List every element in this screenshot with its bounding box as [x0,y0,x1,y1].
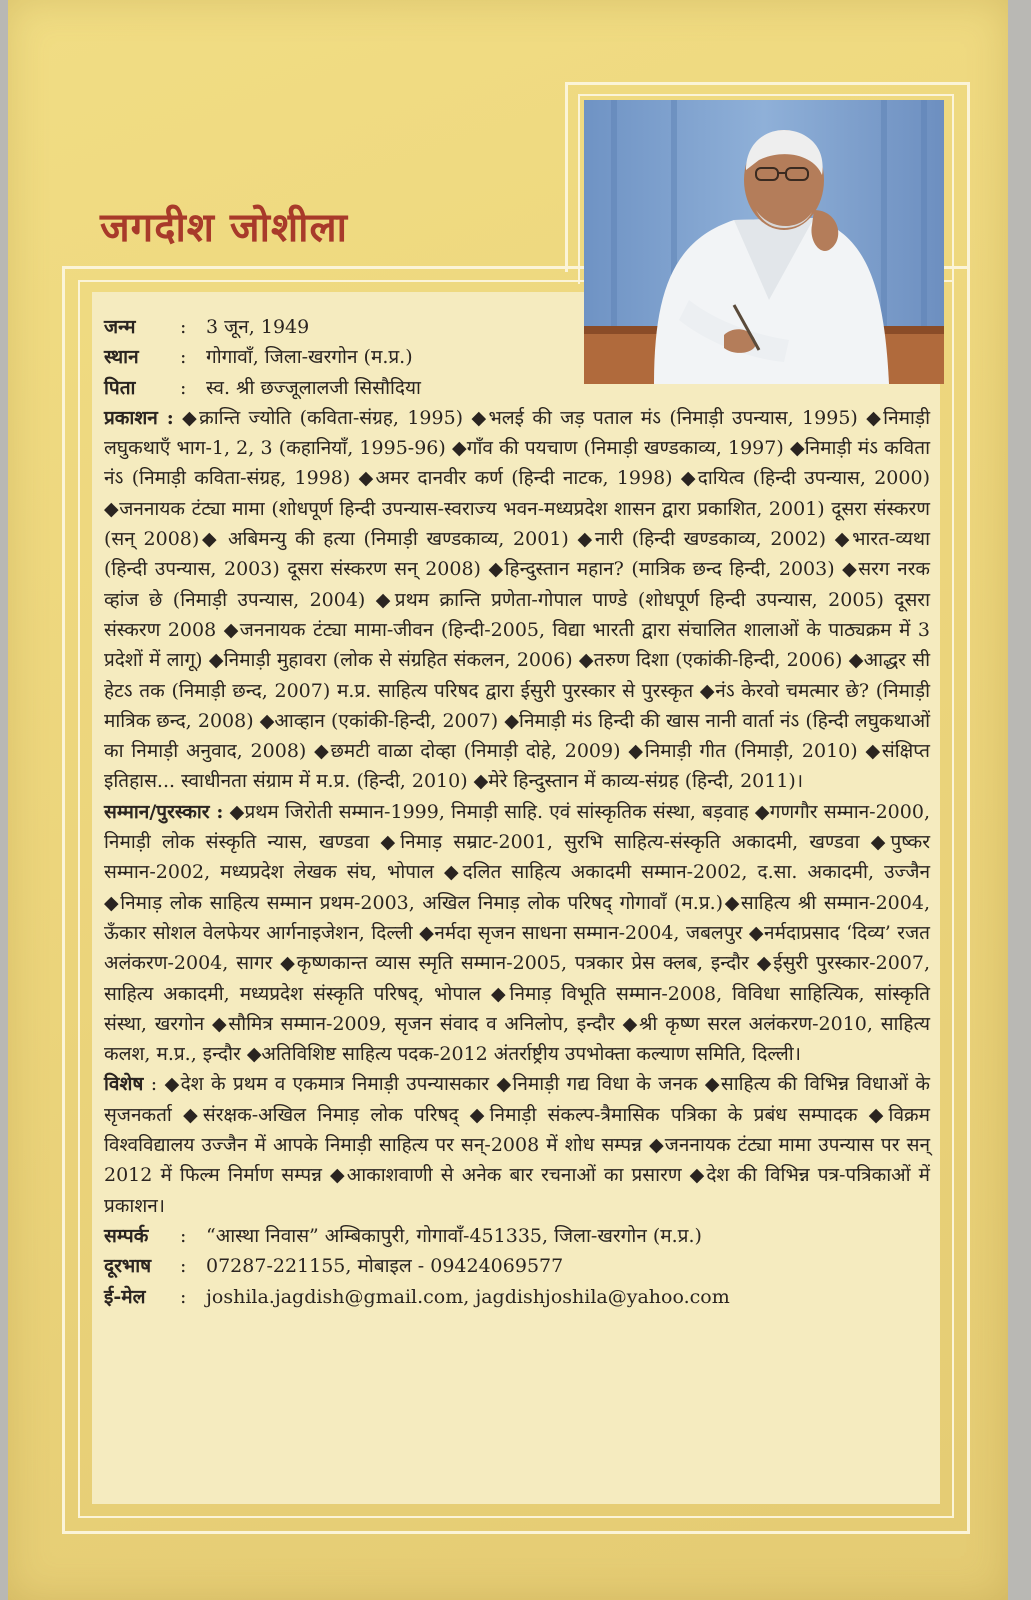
publications-section [104,403,930,797]
special-colon: : [150,1073,158,1096]
detail-colon: : [180,376,187,399]
contact-row-phone [104,1251,930,1281]
detail-label: स्थान [104,346,139,369]
contact-colon: : [180,1224,187,1247]
special-text: ◆देश के प्रथम व एकमात्र निमाड़ी उपन्यासकार ◆निमाड़ी गद्य विधा के जनक ◆साहित्य की विभिन्न विधाओं के सृजनकर्ता ◆संरक्षक-अखिल निमाड़ लोक परिषद् ◆निमाड़ी संकल्प-त्रैमासिक पत्रिका के प्रबंध सम्पादक ◆विक्रम विश्वविद्यालय उज्जैन में आपके निमाड़ी साहित्य पर सन्-2008 में शोध सम्पन्न ◆जननायक टंट्या मामा उपन्यास पर सन् 2012 में फिल्म निर्माण सम्पन्न ◆आकाशवाणी से अनेक बार रचनाओं का प्रसारण ◆देश की विभिन्न पत्र-पत्रिकाओं में प्रकाशन। [104,1073,930,1217]
awards-label: सम्मान/पुरस्कार : [104,800,224,823]
detail-row-father [104,373,930,403]
contact-row-address [104,1221,930,1251]
contact-value: “आस्था निवास” अम्बिकापुरी, गोगावाँ-451335, जिला-खरगोन (म.प्र.) [206,1224,702,1247]
contact-value: 07287-221155, मोबाइल - 09424069577 [206,1255,564,1278]
awards-text: ◆प्रथम जिरोती सम्मान-1999, निमाड़ी साहि. एवं सांस्कृतिक संस्था, बड़वाह ◆गणगौर सम्मान-2000, निमाड़ी लोक संस्कृति न्यास, खण्डवा ◆निमाड़ सम्राट-2001, सुरभि साहित्य-संस्कृति अकादमी, खण्डवा ◆पुष्कर सम्मान-2002, मध्यप्रदेश लेखक संघ, भोपाल ◆दलित साहित्य अकादमी सम्मान-2002, द.सा. अकादमी, उज्जैन ◆निमाड़ लोक साहित्य सम्मान प्रथम-2003, अखिल निमाड़ लोक परिषद् गोगावाँ (म.प्र.)◆साहित्य श्री सम्मान-2004, ऊँकार सोशल वेलफेयर आर्गनाइजेशन, दिल्ली ◆नर्मदा सृजन साधना सम्मान-2004, जबलपुर ◆नर्मदाप्रसाद ‘दिव्य’ रजत अलंकरण-2004, सागर ◆कृष्णकान्त व्यास स्मृति सम्मान-2005, पत्रकार प्रेस क्लब, इन्दौर ◆ईसुरी पुरस्कार-2007, साहित्य अकादमी, मध्यप्रदेश संस्कृति परिषद्, भोपाल ◆निमाड़ विभूति सम्मान-2008, विविधा साहित्यिक, सांस्कृति संस्था, खरगोन ◆सौमित्र सम्मान-2009, सृजन संवाद व अनिलोप, इन्दौर ◆श्री कृष्ण सरल अलंकरण-2010, साहित्य कलश, म.प्र., इन्दौर ◆अतिविशिष्ट साहित्य पदक-2012 अंतर्राष्ट्रीय उपभोक्ता कल्याण समिति, दिल्ली। [104,800,930,1066]
detail-colon: : [180,346,187,369]
special-label: विशेष [104,1073,144,1096]
detail-row-place [104,342,930,372]
detail-value: स्व. श्री छज्जूलालजी सिसौदिया [206,376,421,399]
publications-text: ◆क्रान्ति ज्योति (कविता-संग्रह, 1995) ◆भलई की जड़ पताल मंऽ (निमाड़ी उपन्यास, 1995) ◆निमाड़ी लघुकथाएँ भाग-1, 2, 3 (कहानियाँ, 1995-96) ◆गाँव की पयचाण (निमाड़ी खण्डकाव्य, 1997) ◆निमाड़ी मंऽ कविता नंऽ (निमाड़ी कविता-संग्रह, 1998) ◆अमर दानवीर कर्ण (हिन्दी नाटक, 1998) ◆दायित्व (हिन्दी उपन्यास, 2000) ◆जननायक टंट्या मामा (शोधपूर्ण हिन्दी उपन्यास-स्वराज्य भवन-मध्यप्रदेश शासन द्वारा प्रकाशित, 2001) दूसरा संस्करण (सन् 2008)◆ अबिमन्यु की हत्या (निमाड़ी खण्डकाव्य, 2001) ◆नारी (हिन्दी खण्डकाव्य, 2002) ◆भारत-व्यथा (हिन्दी उपन्यास, 2003) दूसरा संस्करण सन् 2008) ◆हिन्दुस्तान महान? (मात्रिक छन्द हिन्दी, 2003) ◆सरग नरक व्हांज छे (निमाड़ी उपन्यास, 2004) ◆प्रथम क्रान्ति प्रणेता-गोपाल पाण्डे (शोधपूर्ण हिन्दी उपन्यास, 2005) दूसरा संस्करण 2008 ◆जननायक टंट्या मामा-जीवन (हिन्दी-2005, विद्या भारती द्वारा संचालित शालाओं के पाठ्यक्रम में 3 प्रदेशों में लागू) ◆निमाड़ी मुहावरा (लोक से संग्रहित संकलन, 2006) ◆तरुण दिशा (एकांकी-हिन्दी, 2006) ◆आद्धर सी हेटऽ तक (निमाड़ी छन्द, 2007) म.प्र. साहित्य परिषद द्वारा ईसुरी पुरस्कार से पुरस्कृत ◆नंऽ केरवो चमत्मार छे? (निमाड़ी मात्रिक छन्द, 2008) ◆आव्हान (एकांकी-हिन्दी, 2007) ◆निमाड़ी मंऽ हिन्दी की खास नानी वार्ता नंऽ (हिन्दी लघुकथाओं का निमाड़ी अनुवाद, 2008) ◆छमटी वाळा दोव्हा (निमाड़ी दोहे, 2009) ◆निमाड़ी गीत (निमाड़ी, 2010) ◆संक्षिप्त इतिहास... स्वाधीनता संग्राम में म.प्र. (हिन्दी, 2010) ◆मेरे हिन्दुस्तान में काव्य-संग्रह (हिन्दी, 2011)। [104,406,930,793]
awards-section [104,797,930,1070]
special-section [104,1069,930,1220]
detail-value: गोगावाँ, जिला-खरगोन (म.प्र.) [206,346,413,369]
detail-label: जन्म [104,316,136,338]
detail-colon: : [180,316,187,338]
publications-label: प्रकाशन : [104,406,174,429]
contact-row-email [104,1282,930,1312]
biography-content [104,312,930,1312]
contact-value: joshila.jagdish@gmail.com, jagdishjoshila@yahoo.com [206,1285,730,1308]
contact-label: सम्पर्क [104,1224,149,1247]
detail-row-birth [104,312,930,342]
author-name: जगदीश जोशीला [100,204,349,251]
contact-colon: : [180,1255,187,1278]
contact-label: दूरभाष [104,1255,152,1278]
detail-value: 3 जून, 1949 [206,316,310,338]
detail-label: पिता [104,376,136,399]
contact-colon: : [180,1285,187,1308]
contact-label: ई-मेल [104,1285,146,1308]
